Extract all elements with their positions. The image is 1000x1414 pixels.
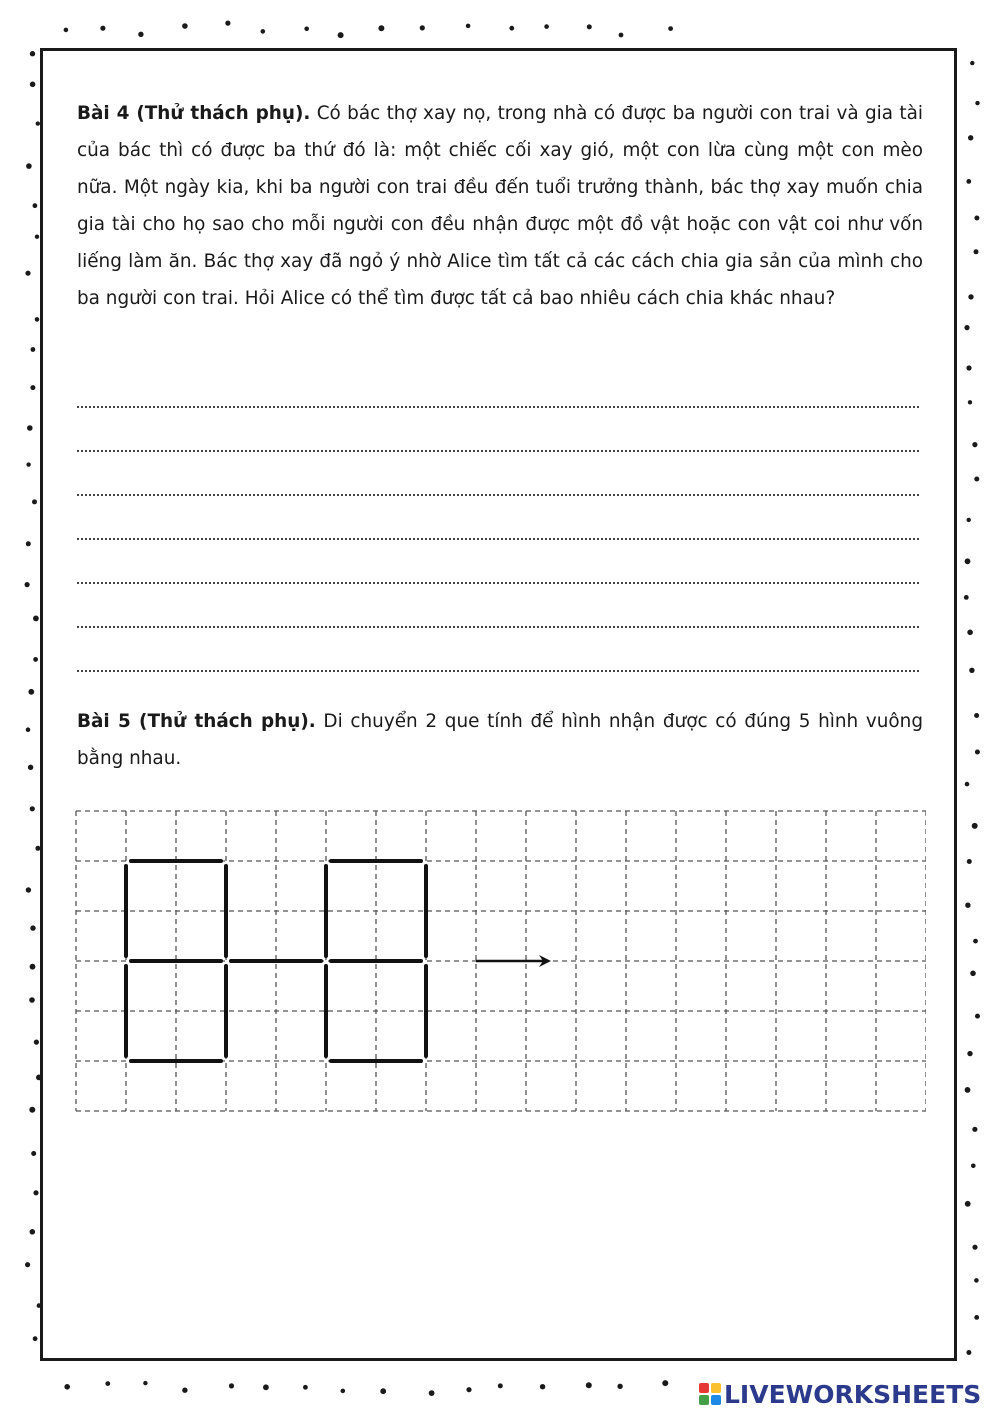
logo-square <box>711 1383 721 1393</box>
answer-line[interactable] <box>77 408 919 452</box>
border-dot <box>26 163 32 169</box>
border-dot <box>974 1278 979 1283</box>
border-dot <box>32 499 37 504</box>
border-dot <box>619 33 624 38</box>
border-dot <box>30 806 35 811</box>
border-dot <box>668 26 673 31</box>
border-dot <box>965 558 971 564</box>
border-dot <box>965 1201 971 1207</box>
border-dot <box>35 317 40 322</box>
border-dot <box>420 25 425 30</box>
border-dot <box>966 365 971 370</box>
border-dot <box>29 997 35 1003</box>
border-dot <box>30 385 35 390</box>
logo-square <box>699 1395 709 1405</box>
border-dot <box>105 1381 110 1386</box>
border-dot <box>969 668 974 673</box>
border-dot <box>972 442 977 447</box>
border-dot <box>966 179 971 184</box>
problem-4-title: Bài 4 (Thử thách phụ). <box>77 103 311 124</box>
border-dot <box>29 1107 35 1113</box>
border-dot <box>972 1245 977 1250</box>
border-dot <box>509 26 514 31</box>
border-dot <box>968 294 973 299</box>
answer-line[interactable] <box>77 628 919 672</box>
border-dot <box>968 135 973 140</box>
border-dot <box>338 32 344 38</box>
answer-line[interactable] <box>77 540 919 584</box>
border-dot <box>31 1151 36 1156</box>
border-dot <box>26 887 31 892</box>
border-dot <box>33 1190 38 1195</box>
border-dot <box>975 1014 980 1019</box>
border-dot <box>970 61 974 65</box>
border-dot <box>973 939 978 944</box>
border-dot <box>30 925 35 930</box>
border-dot <box>966 1350 971 1355</box>
border-dot <box>263 1384 269 1390</box>
border-dot <box>229 1383 234 1388</box>
problem-4-text: Có bác thợ xay nọ, trong nhà có được ba người con trai và gia tài của bác thì có được ba thứ đó là: một chiếc cối xay gió, một con lừa cùng một con mèo nữa. Một ngày kia, khi ba người con trai đều đến tuổi trưởng thành, bác thợ xay muốn chia gia tài cho họ sao cho mỗi người con đều nhận được một đồ vật hoặc con vật coi như vốn liếng làm ăn. Bác thợ xay đã ngỏ ý nhờ Alice tìm tất cả các cách chia gia sản của mình cho ba người con trai. Hỏi Alice có thể tìm được tất cả bao nhiêu cách chia khác nhau? <box>77 103 923 309</box>
border-dot <box>498 1383 503 1388</box>
problem-5-text: Di chuyển 2 que tính để hình nhận được có đúng 5 hình vuông bằng nhau. <box>77 711 923 769</box>
border-dot <box>972 1127 977 1132</box>
border-dot <box>27 425 33 431</box>
border-dot <box>25 271 30 276</box>
border-dot <box>25 1262 30 1267</box>
border-dot <box>617 1384 622 1389</box>
liveworksheets-logo <box>698 1374 981 1414</box>
border-dot <box>967 1051 972 1056</box>
border-dot <box>28 689 34 695</box>
border-dot <box>974 216 979 221</box>
border-dot <box>964 325 969 330</box>
border-dot <box>544 24 549 29</box>
border-dot <box>466 24 471 29</box>
border-dot <box>33 1336 38 1341</box>
problem-4 <box>77 95 923 317</box>
logo-squares-icon <box>698 1382 722 1406</box>
border-dot <box>34 1040 39 1045</box>
border-dot <box>466 1387 471 1392</box>
border-dot <box>30 964 36 970</box>
border-dot <box>304 27 309 32</box>
border-dot <box>974 249 979 254</box>
border-dot <box>225 21 230 26</box>
border-dot <box>974 477 979 482</box>
border-dot <box>26 727 31 732</box>
border-dot <box>30 82 36 88</box>
border-dot <box>967 518 971 522</box>
border-dot <box>64 28 69 33</box>
border-dot <box>30 51 35 56</box>
border-dot <box>586 1382 592 1388</box>
border-dot <box>972 823 978 829</box>
border-dot <box>138 32 143 37</box>
border-dot <box>975 750 980 755</box>
matchstick-grid <box>74 808 926 1114</box>
border-dot <box>25 582 30 587</box>
border-dot <box>587 24 592 29</box>
logo-square <box>699 1383 709 1393</box>
border-dot <box>26 541 31 546</box>
border-dot <box>30 1229 36 1235</box>
problem-5-title: Bài 5 (Thử thách phụ). <box>77 711 316 732</box>
border-dot <box>429 1390 435 1396</box>
answer-line[interactable] <box>77 496 919 540</box>
border-dot <box>182 23 188 29</box>
border-dot <box>965 1087 971 1093</box>
border-dot <box>26 462 30 466</box>
border-dot <box>35 235 39 239</box>
border-dot <box>967 630 973 636</box>
border-dot <box>662 1380 668 1386</box>
answer-line[interactable] <box>77 452 919 496</box>
border-dot <box>965 782 970 787</box>
border-dot <box>33 203 38 208</box>
logo-square <box>711 1395 721 1405</box>
problem-5 <box>77 703 923 777</box>
border-dot <box>64 1384 70 1390</box>
logo-text: LIVEWORKSHEETS <box>724 1379 982 1409</box>
border-dot <box>380 1388 386 1394</box>
border-dot <box>33 616 39 622</box>
border-dot <box>964 595 969 600</box>
border-dot <box>100 26 105 31</box>
border-dot <box>971 1164 976 1169</box>
border-dot <box>143 1381 147 1385</box>
border-dot <box>965 903 970 908</box>
border-dot <box>974 1315 979 1320</box>
border-dot <box>975 101 979 105</box>
border-dot <box>182 1388 187 1393</box>
border-dot <box>33 657 38 662</box>
border-dot <box>28 765 33 770</box>
answer-lines[interactable] <box>77 364 919 672</box>
border-dot <box>31 347 36 352</box>
border-dot <box>974 713 979 718</box>
answer-line[interactable] <box>77 584 919 628</box>
answer-line[interactable] <box>77 364 919 408</box>
border-dot <box>341 1389 346 1394</box>
border-dot <box>970 971 976 977</box>
border-dot <box>540 1384 545 1389</box>
border-dot <box>303 1385 308 1390</box>
border-dot <box>968 400 972 404</box>
border-dot <box>261 29 266 34</box>
border-dot <box>967 859 972 864</box>
border-dot <box>378 25 384 31</box>
